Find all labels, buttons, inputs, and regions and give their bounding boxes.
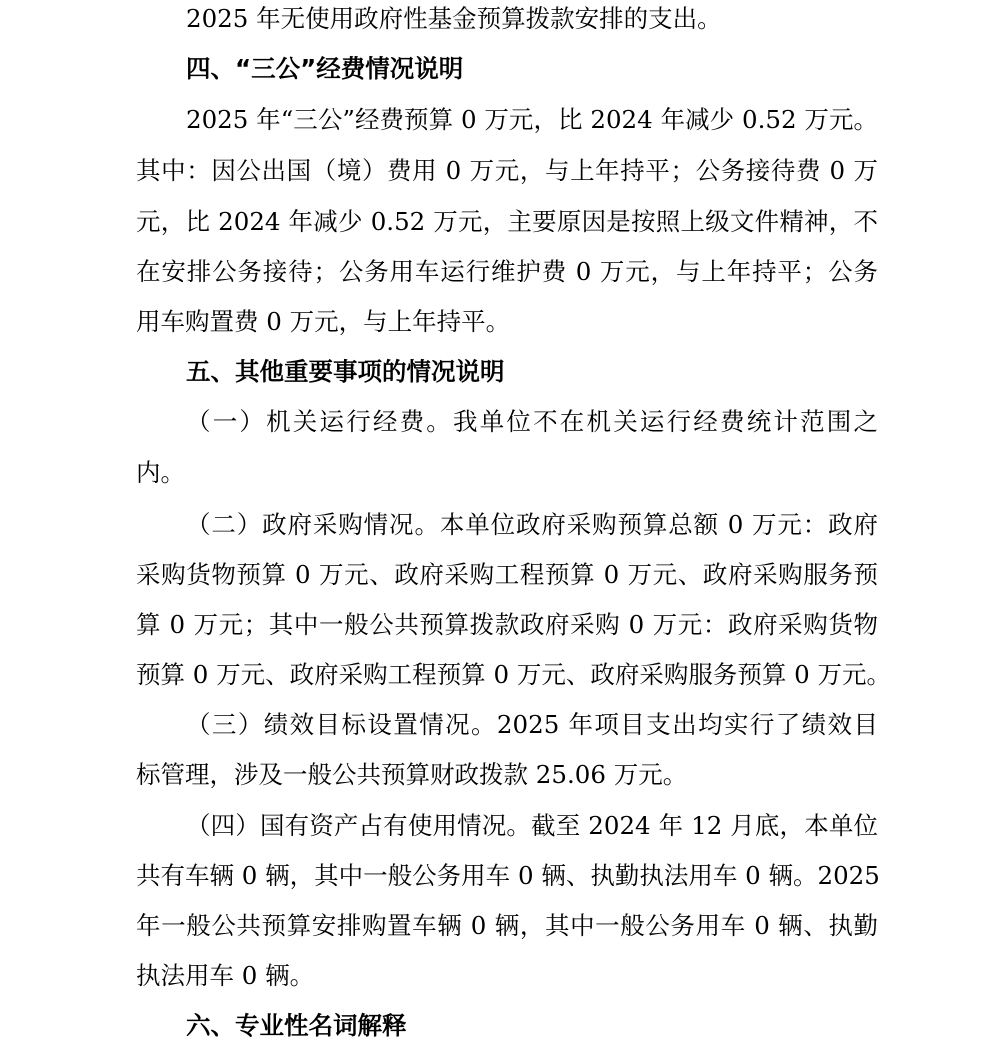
section-heading: 四、“三公”经费情况说明 (186, 54, 464, 83)
text-line: （三）绩效目标设置情况。2025 年项目支出均实行了绩效目 (186, 710, 878, 739)
text-line: 年一般公共预算安排购置车辆 0 辆，其中一般公务用车 0 辆、执勤 (136, 911, 878, 940)
text-line: 元，比 2024 年减少 0.52 万元，主要原因是按照上级文件精神，不 (136, 207, 878, 236)
section-heading: 五、其他重要事项的情况说明 (186, 357, 505, 386)
text-line: 2025 年“三公”经费预算 0 万元，比 2024 年减少 0.52 万元。 (186, 105, 878, 134)
text-line: 2025 年无使用政府性基金预算拨款安排的支出。 (186, 4, 722, 33)
text-line: 内。 (136, 458, 185, 487)
text-line: 共有车辆 0 辆，其中一般公务用车 0 辆、执勤执法用车 0 辆。2025 (136, 861, 880, 890)
text-line: 在安排公务接待；公务用车运行维护费 0 万元，与上年持平；公务 (136, 257, 878, 286)
text-line: 算 0 万元；其中一般公共预算拨款政府采购 0 万元：政府采购货物 (136, 610, 878, 639)
text-line: 执法用车 0 辆。 (136, 961, 315, 990)
text-line: 采购货物预算 0 万元、政府采购工程预算 0 万元、政府采购服务预 (136, 560, 878, 589)
text-line: 标管理，涉及一般公共预算财政拨款 25.06 万元。 (136, 760, 688, 789)
text-line: （四）国有资产占有使用情况。截至 2024 年 12 月底，本单位 (186, 811, 878, 840)
text-line: （二）政府采购情况。本单位政府采购预算总额 0 万元：政府 (186, 510, 878, 539)
section-heading: 六、专业性名词解释 (186, 1011, 407, 1040)
text-line: （一）机关运行经费。我单位不在机关运行经费统计范围之 (186, 407, 878, 436)
text-line: 其中：因公出国（境）费用 0 万元，与上年持平；公务接待费 0 万 (136, 156, 878, 185)
text-line: 预算 0 万元、政府采购工程预算 0 万元、政府采购服务预算 0 万元。 (136, 660, 891, 689)
text-line: 用车购置费 0 万元，与上年持平。 (136, 307, 511, 336)
